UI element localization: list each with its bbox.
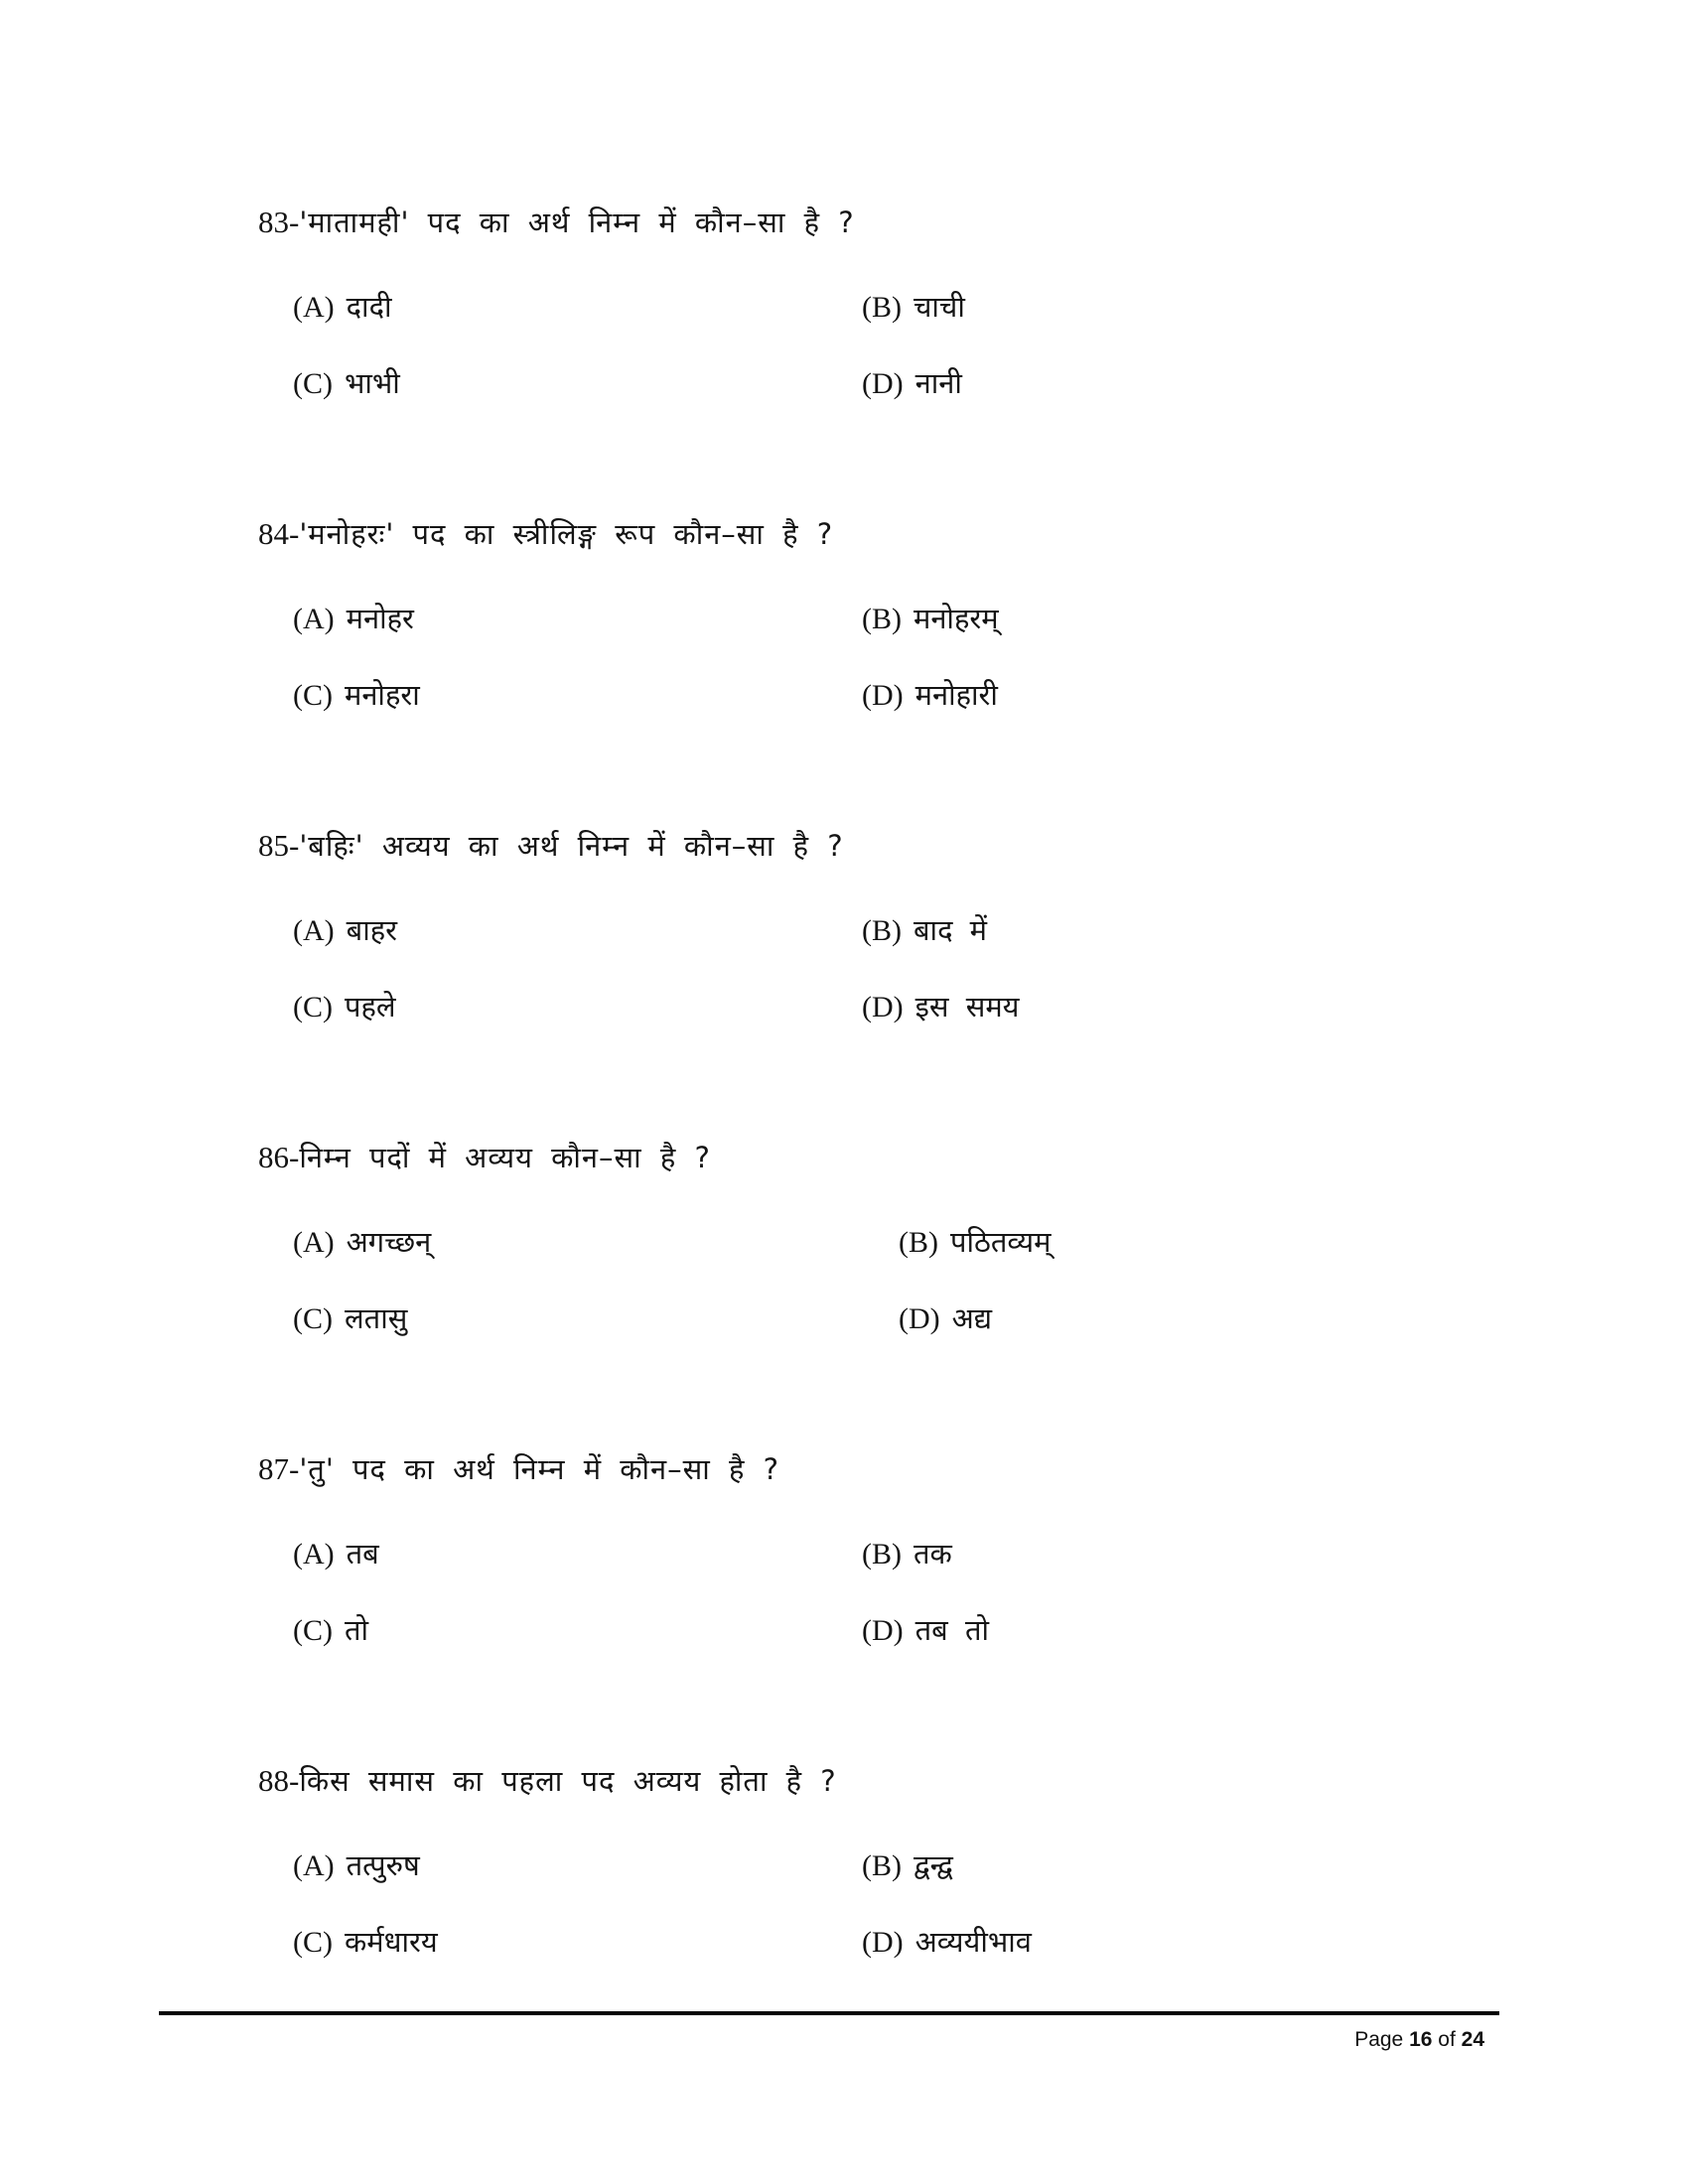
question-number: 84-	[258, 516, 300, 551]
option-b	[862, 291, 965, 323]
option-label: (D)	[862, 1614, 904, 1647]
question-text: किस समास का पहला पद अव्यय होता है ?	[299, 1764, 837, 1798]
question-text: 'बहिः' अव्यय का अर्थ निम्न में कौन–सा है ?	[299, 829, 844, 863]
option-text: मनोहरा	[345, 678, 420, 712]
option-a	[293, 1538, 379, 1570]
question-number: 86-	[258, 1140, 300, 1174]
page-number	[1354, 2028, 1484, 2052]
footer-rule	[159, 2011, 1499, 2015]
option-text: मनोहरम्	[914, 602, 999, 635]
option-d	[862, 991, 1019, 1023]
option-label: (D)	[862, 367, 904, 400]
question-text: 'तु' पद का अर्थ निम्न में कौन–सा है ?	[299, 1452, 779, 1486]
option-text: द्वन्द्व	[914, 1848, 953, 1882]
option-label: (B)	[862, 603, 902, 635]
option-text: अव्ययीभाव	[914, 1925, 1032, 1959]
option-text: अद्य	[951, 1301, 993, 1335]
option-label: (C)	[293, 367, 333, 400]
option-text: तब	[346, 1537, 379, 1570]
option-text: मनोहर	[346, 602, 414, 635]
option-d	[899, 1302, 992, 1334]
option-c	[293, 1926, 438, 1958]
question-text: 'मातामही' पद का अर्थ निम्न में कौन–सा है ?	[299, 205, 855, 239]
option-text: इस समय	[914, 990, 1020, 1024]
option-text: पठितव्यम्	[950, 1225, 1052, 1259]
option-b	[899, 1226, 1051, 1258]
question-88	[258, 1765, 837, 1796]
option-a	[293, 603, 414, 634]
option-text: लतासु	[345, 1301, 408, 1335]
of-word: of	[1438, 2028, 1456, 2051]
option-text: तब तो	[914, 1613, 990, 1647]
option-b	[862, 1849, 953, 1881]
option-label: (A)	[293, 1226, 335, 1259]
option-text: बाद में	[914, 913, 988, 947]
option-label: (D)	[862, 1926, 904, 1959]
option-label: (B)	[862, 914, 902, 947]
option-text: दादी	[346, 290, 392, 324]
option-c	[293, 1614, 368, 1646]
option-text: भाभी	[345, 366, 400, 400]
option-a	[293, 1226, 431, 1258]
option-d	[862, 367, 962, 399]
option-d	[862, 1614, 989, 1646]
option-text: अगच्छन्	[346, 1225, 432, 1259]
question-text: 'मनोहरः' पद का स्त्रीलिङ्ग रूप कौन–सा है ?	[299, 517, 834, 551]
option-label: (A)	[293, 914, 335, 947]
option-text: बाहर	[346, 913, 397, 947]
option-label: (B)	[862, 1849, 902, 1882]
question-83	[258, 206, 855, 237]
option-label: (C)	[293, 1926, 333, 1959]
option-a	[293, 914, 397, 946]
option-text: पहले	[345, 990, 396, 1024]
option-label: (C)	[293, 991, 333, 1024]
option-text: कर्मधारय	[345, 1925, 438, 1959]
option-text: तक	[914, 1537, 952, 1570]
option-text: तत्पुरुष	[346, 1848, 420, 1882]
option-d	[862, 679, 998, 711]
question-85	[258, 830, 844, 861]
question-text: निम्न पदों में अव्यय कौन–सा है ?	[299, 1141, 711, 1174]
option-label: (A)	[293, 1538, 335, 1570]
option-a	[293, 291, 391, 323]
option-label: (D)	[862, 991, 904, 1024]
option-label: (C)	[293, 1302, 333, 1335]
option-label: (B)	[862, 1538, 902, 1570]
option-d	[862, 1926, 1032, 1958]
option-label: (A)	[293, 603, 335, 635]
option-label: (A)	[293, 291, 335, 324]
option-label: (B)	[862, 291, 902, 324]
option-label: (A)	[293, 1849, 335, 1882]
option-text: तो	[345, 1613, 369, 1647]
option-b	[862, 603, 999, 634]
question-84	[258, 518, 833, 549]
question-86	[258, 1142, 711, 1172]
question-number: 88-	[258, 1763, 300, 1798]
option-c	[293, 367, 400, 399]
question-87	[258, 1453, 779, 1484]
total-pages: 24	[1461, 2028, 1484, 2051]
option-text: चाची	[914, 290, 965, 324]
question-number: 85-	[258, 828, 300, 863]
option-label: (C)	[293, 1614, 333, 1647]
option-text: नानी	[914, 366, 962, 400]
option-c	[293, 991, 396, 1023]
page-word: Page	[1354, 2028, 1404, 2051]
option-b	[862, 914, 987, 946]
question-number: 87-	[258, 1451, 300, 1486]
option-label: (C)	[293, 679, 333, 712]
option-b	[862, 1538, 952, 1570]
option-label: (B)	[899, 1226, 938, 1259]
question-number: 83-	[258, 205, 300, 239]
option-label: (D)	[899, 1302, 940, 1335]
option-c	[293, 1302, 407, 1334]
current-page: 16	[1409, 2028, 1433, 2051]
option-label: (D)	[862, 679, 904, 712]
option-text: मनोहारी	[914, 678, 998, 712]
option-c	[293, 679, 420, 711]
option-a	[293, 1849, 420, 1881]
